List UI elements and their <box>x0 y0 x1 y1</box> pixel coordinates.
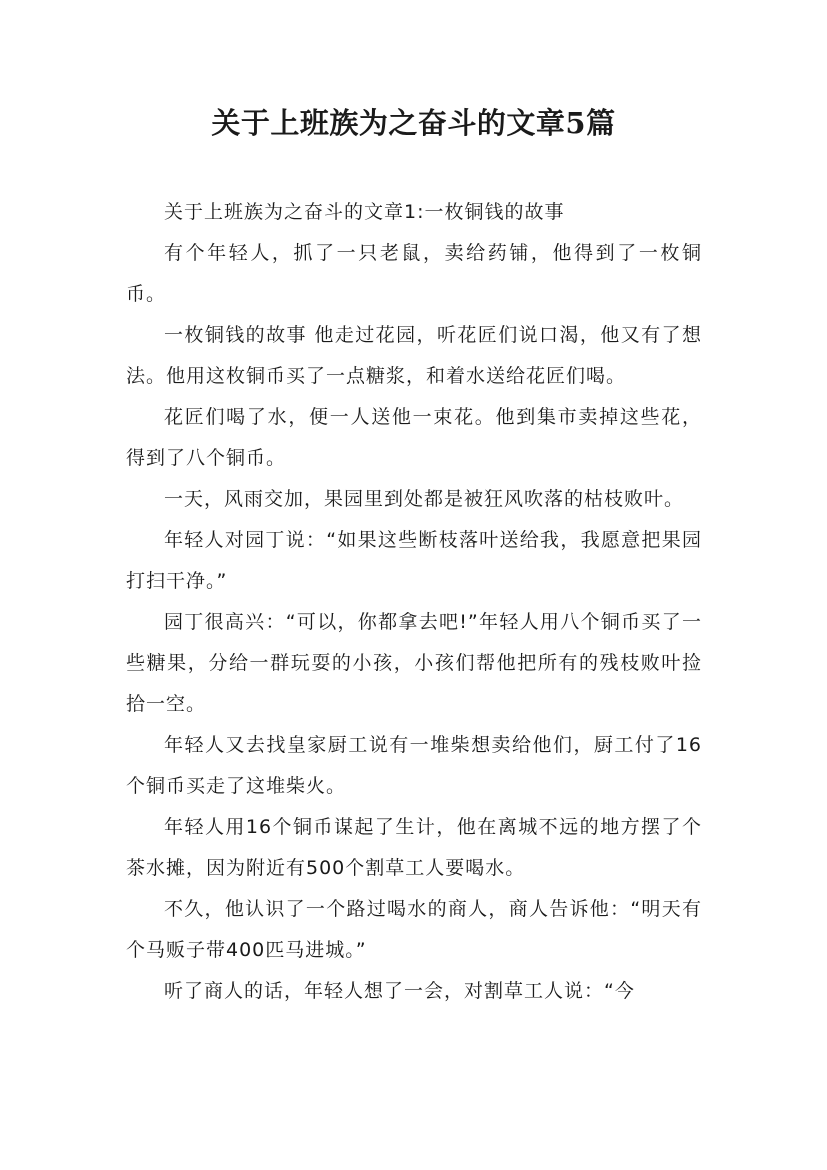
section-heading: 关于上班族为之奋斗的文章1:一枚铜钱的故事 <box>164 201 565 223</box>
paragraph: 年轻人用16个铜币谋起了生计，他在离城不远的地方摆了个茶水摊，因为附近有500个割草工人要喝水。 <box>126 816 702 879</box>
paragraph: 有个年轻人，抓了一只老鼠，卖给药铺，他得到了一枚铜币。 <box>126 242 702 305</box>
document-title: 关于上班族为之奋斗的文章5篇 <box>211 106 616 140</box>
paragraph: 一枚铜钱的故事 他走过花园，听花匠们说口渴，他又有了想法。他用这枚铜币买了一点糖浆，和着水送给花匠们喝。 <box>126 324 702 387</box>
paragraph: 听了商人的话，年轻人想了一会，对割草工人说：“今 <box>164 980 635 1002</box>
paragraph: 花匠们喝了水，便一人送他一束花。他到集市卖掉这些花，得到了八个铜币。 <box>126 406 702 469</box>
paragraph: 年轻人又去找皇家厨工说有一堆柴想卖给他们，厨工付了16个铜币买走了这堆柴火。 <box>126 734 702 797</box>
document-body <box>126 192 702 1012</box>
paragraph: 不久，他认识了一个路过喝水的商人，商人告诉他：“明天有个马贩子带400匹马进城。” <box>126 898 702 961</box>
paragraph: 年轻人对园丁说：“如果这些断枝落叶送给我，我愿意把果园打扫干净。” <box>126 529 702 592</box>
paragraph: 一天，风雨交加，果园里到处都是被狂风吹落的枯枝败叶。 <box>164 488 685 510</box>
paragraph: 园丁很高兴：“可以，你都拿去吧!”年轻人用八个铜币买了一些糖果，分给一群玩耍的小孩，小孩们帮他把所有的残枝败叶捡拾一空。 <box>126 611 702 715</box>
